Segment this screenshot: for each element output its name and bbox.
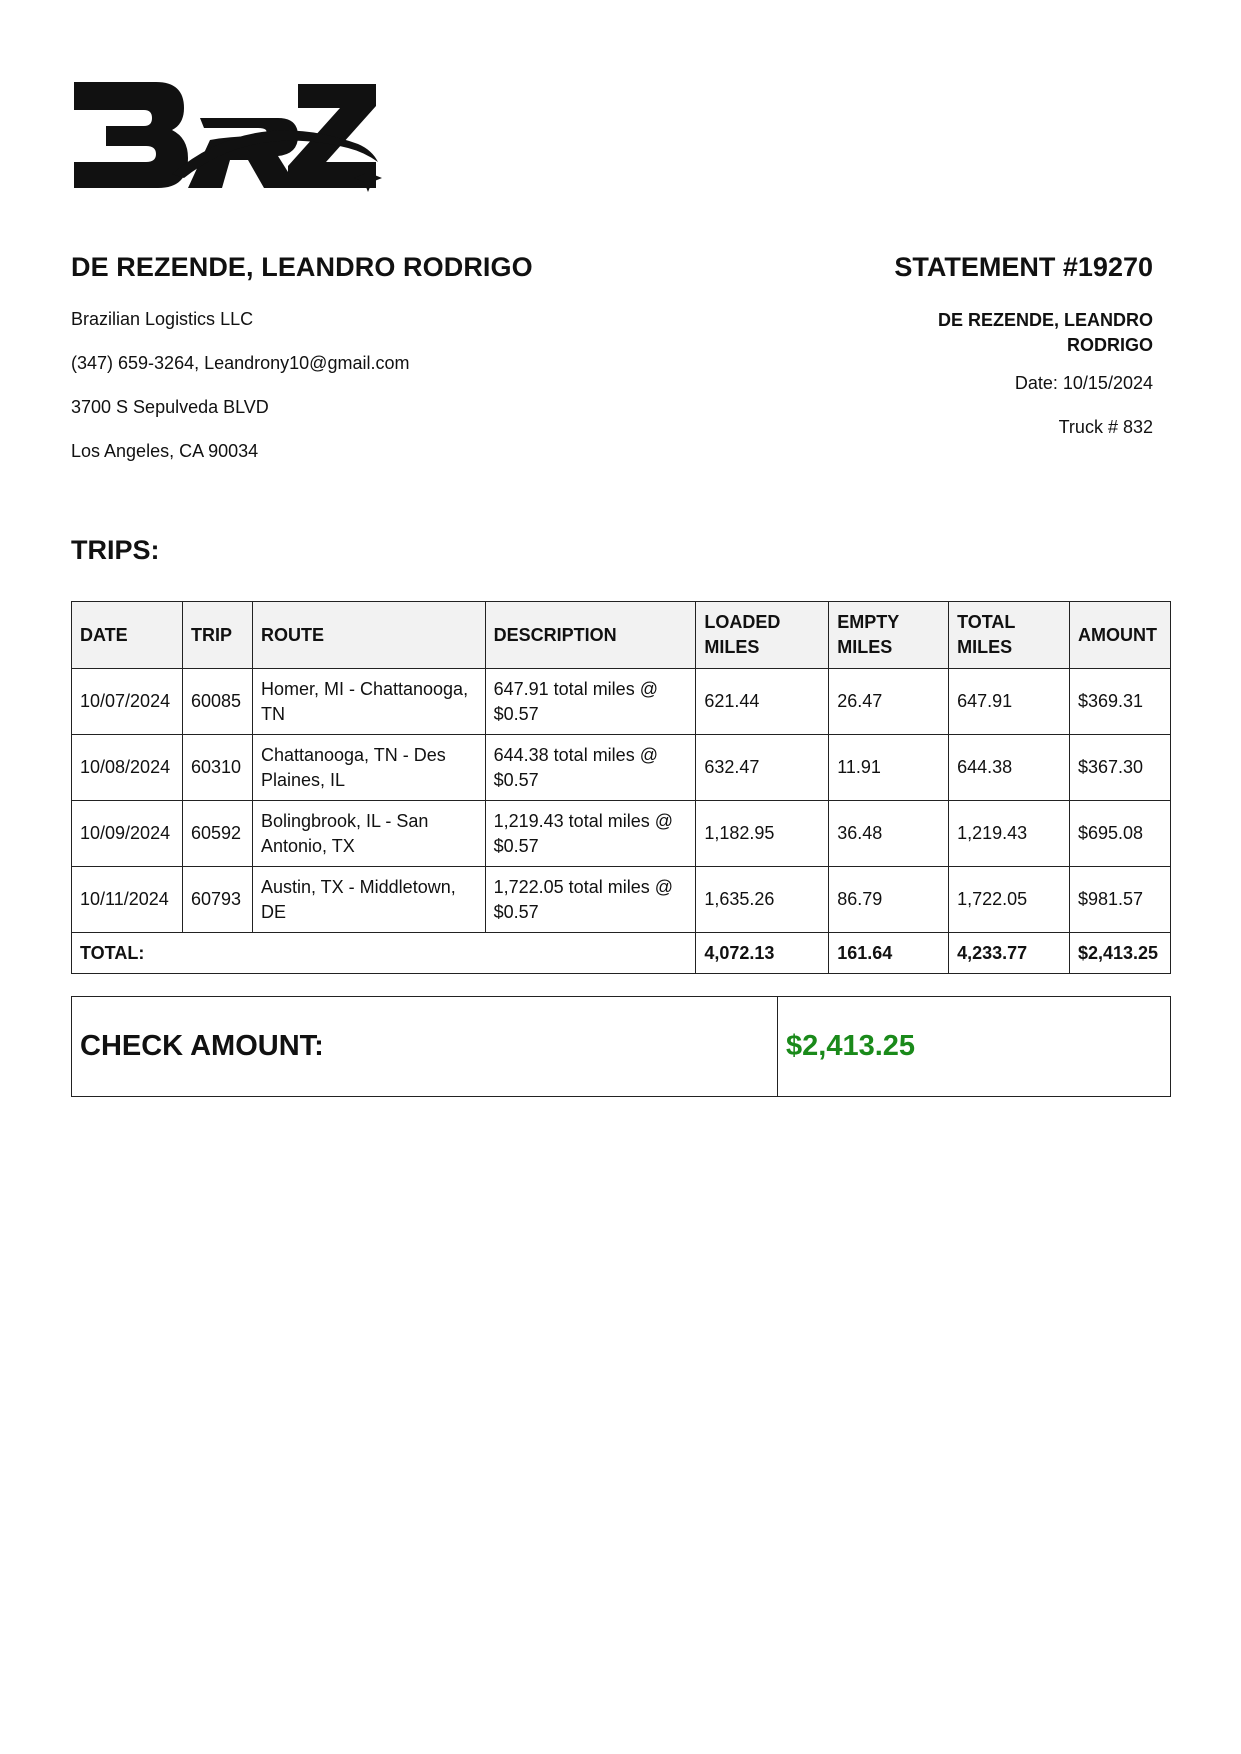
trip-description: 647.91 total miles @ $0.57 xyxy=(485,669,696,735)
trip-loaded-miles: 1,635.26 xyxy=(696,867,829,933)
trip-amount: $369.31 xyxy=(1069,669,1170,735)
trip-number: 60592 xyxy=(182,801,252,867)
total-empty-miles: 161.64 xyxy=(829,933,949,974)
column-header: DESCRIPTION xyxy=(485,602,696,669)
trip-total-miles: 1,722.05 xyxy=(949,867,1070,933)
column-header: DATE xyxy=(72,602,183,669)
trips-table xyxy=(71,601,1171,974)
table-row xyxy=(72,669,1171,735)
trip-route: Chattanooga, TN - Des Plaines, IL xyxy=(252,735,485,801)
trips-heading: TRIPS: xyxy=(71,535,160,565)
column-header: TRIP xyxy=(182,602,252,669)
trip-empty-miles: 11.91 xyxy=(829,735,949,801)
trip-date: 10/09/2024 xyxy=(72,801,183,867)
trip-number: 60793 xyxy=(182,867,252,933)
trip-route: Bolingbrook, IL - San Antonio, TX xyxy=(252,801,485,867)
address-line-1: 3700 S Sepulveda BLVD xyxy=(71,397,269,417)
trip-empty-miles: 86.79 xyxy=(829,867,949,933)
total-label: TOTAL: xyxy=(72,933,696,974)
trip-amount: $981.57 xyxy=(1069,867,1170,933)
trip-route: Homer, MI - Chattanooga, TN xyxy=(252,669,485,735)
statement-driver-name: DE REZENDE, LEANDRO RODRIGO xyxy=(937,310,1153,355)
statement-title: STATEMENT #19270 xyxy=(894,252,1153,282)
statement-date: Date: 10/15/2024 xyxy=(1014,373,1153,393)
company-name: Brazilian Logistics LLC xyxy=(71,309,254,329)
check-amount-label: CHECK AMOUNT: xyxy=(72,997,778,1097)
trip-total-miles: 647.91 xyxy=(949,669,1070,735)
column-header: LOADED MILES xyxy=(696,602,829,669)
trip-loaded-miles: 632.47 xyxy=(696,735,829,801)
trip-amount: $695.08 xyxy=(1069,801,1170,867)
company-logo xyxy=(72,78,392,196)
trip-route: Austin, TX - Middletown, DE xyxy=(252,867,485,933)
table-row xyxy=(72,801,1171,867)
table-row xyxy=(72,867,1171,933)
driver-name: DE REZENDE, LEANDRO RODRIGO xyxy=(71,252,533,282)
trip-total-miles: 644.38 xyxy=(949,735,1070,801)
trip-description: 1,219.43 total miles @ $0.57 xyxy=(485,801,696,867)
trip-empty-miles: 36.48 xyxy=(829,801,949,867)
trip-loaded-miles: 1,182.95 xyxy=(696,801,829,867)
column-header: TOTAL MILES xyxy=(949,602,1070,669)
check-amount-value: $2,413.25 xyxy=(778,997,1171,1097)
trip-description: 1,722.05 total miles @ $0.57 xyxy=(485,867,696,933)
trip-date: 10/11/2024 xyxy=(72,867,183,933)
trip-loaded-miles: 621.44 xyxy=(696,669,829,735)
trip-total-miles: 1,219.43 xyxy=(949,801,1070,867)
total-amount: $2,413.25 xyxy=(1069,933,1170,974)
contact-info: (347) 659-3264, Leandrony10@gmail.com xyxy=(71,353,410,373)
driver-info xyxy=(71,252,691,484)
total-loaded-miles: 4,072.13 xyxy=(696,933,829,974)
table-row xyxy=(72,735,1171,801)
check-amount-box xyxy=(71,996,1171,1097)
address-line-2: Los Angeles, CA 90034 xyxy=(71,441,259,461)
truck-number: Truck # 832 xyxy=(1058,417,1153,437)
trip-empty-miles: 26.47 xyxy=(829,669,949,735)
total-miles: 4,233.77 xyxy=(949,933,1070,974)
trip-date: 10/07/2024 xyxy=(72,669,183,735)
trip-amount: $367.30 xyxy=(1069,735,1170,801)
trip-description: 644.38 total miles @ $0.57 xyxy=(485,735,696,801)
table-header-row xyxy=(72,602,1171,669)
column-header: EMPTY MILES xyxy=(829,602,949,669)
trip-number: 60085 xyxy=(182,669,252,735)
column-header: AMOUNT xyxy=(1069,602,1170,669)
statement-info xyxy=(633,252,1153,460)
total-row xyxy=(72,933,1171,974)
trip-date: 10/08/2024 xyxy=(72,735,183,801)
trip-number: 60310 xyxy=(182,735,252,801)
column-header: ROUTE xyxy=(252,602,485,669)
